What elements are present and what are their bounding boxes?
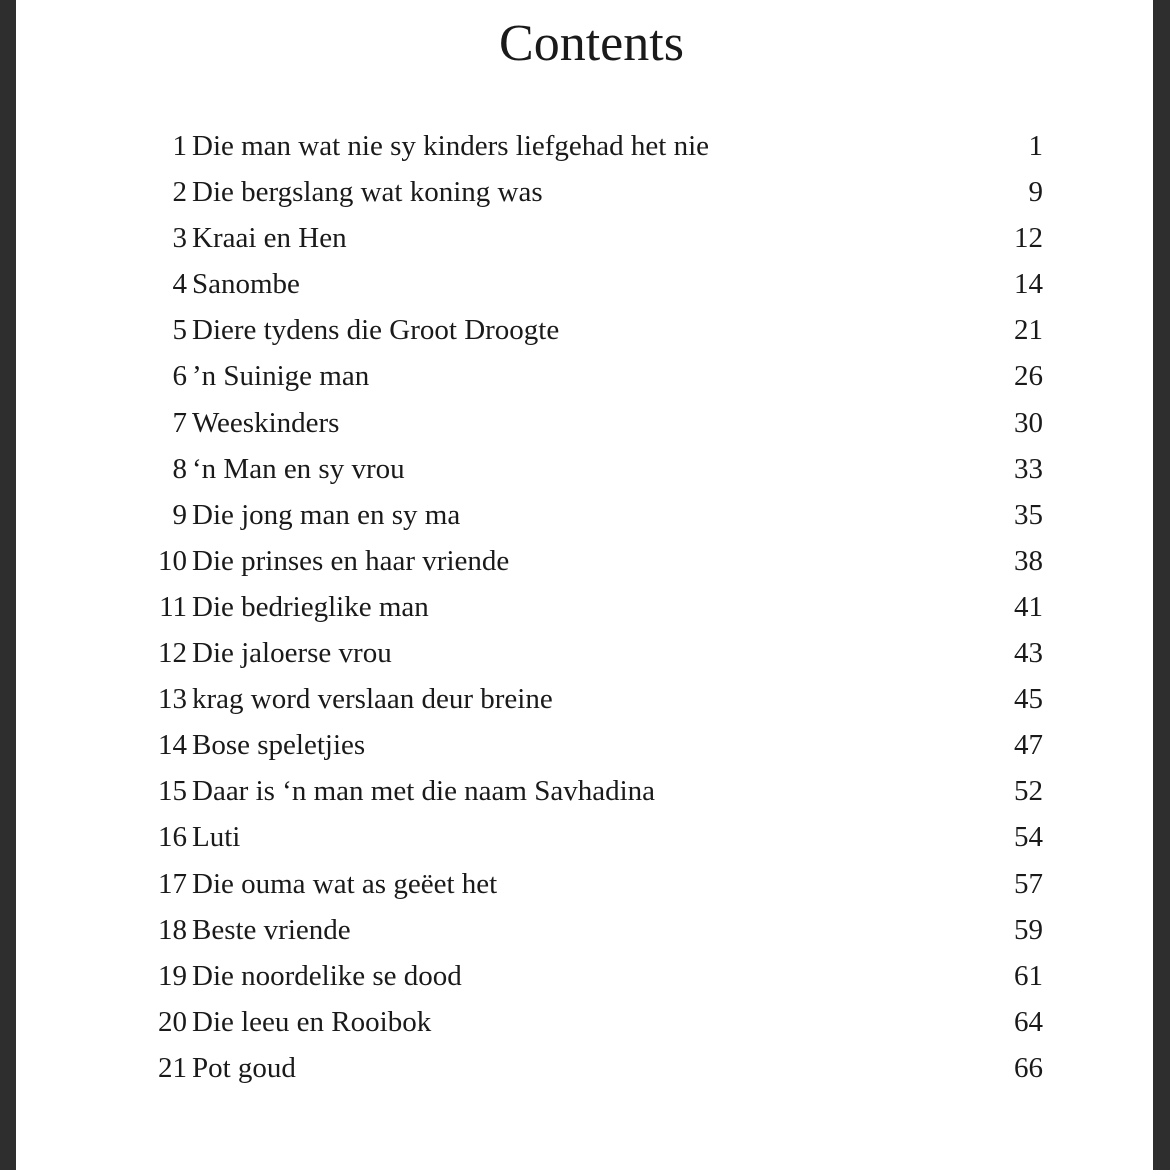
toc-entry-number: 19 <box>158 959 187 992</box>
toc-entry-page: 14 <box>1014 268 1043 301</box>
toc-entry[interactable] <box>16 538 1153 584</box>
toc-entry-title: ‘n Man en sy vrou <box>192 452 405 485</box>
toc-entry-page: 61 <box>1014 959 1043 992</box>
toc-entry[interactable] <box>16 999 1153 1045</box>
toc-entry-title: Die jaloerse vrou <box>192 637 392 670</box>
toc-entry[interactable] <box>16 261 1153 307</box>
toc-entry-title: Die noordelike se dood <box>192 959 462 992</box>
toc-entry[interactable] <box>16 630 1153 676</box>
toc-entry-page: 43 <box>1014 637 1043 670</box>
toc-entry[interactable] <box>16 492 1153 538</box>
toc-entry-number: 20 <box>158 1005 187 1038</box>
toc-entry-page: 52 <box>1014 775 1043 808</box>
toc-entry[interactable] <box>16 123 1153 169</box>
toc-entry-title: ’n Suinige man <box>192 360 370 393</box>
toc-entry[interactable] <box>16 676 1153 722</box>
toc-entry-title: Diere tydens die Groot Droogte <box>192 314 560 347</box>
toc-entry-page: 38 <box>1014 544 1043 577</box>
toc-entry[interactable] <box>16 400 1153 446</box>
toc-entry-number: 18 <box>158 913 187 946</box>
toc-entry[interactable] <box>16 353 1153 399</box>
toc-entry-number: 3 <box>172 222 187 255</box>
toc-entry[interactable] <box>16 861 1153 907</box>
table-of-contents <box>16 123 1153 1091</box>
toc-entry-page: 47 <box>1014 729 1043 762</box>
toc-entry-number: 11 <box>159 590 187 623</box>
toc-entry-page: 21 <box>1014 314 1043 347</box>
toc-entry-title: krag word verslaan deur breine <box>192 683 553 716</box>
toc-entry-page: 35 <box>1014 498 1043 531</box>
toc-entry-title: Pot goud <box>192 1051 296 1084</box>
toc-entry[interactable] <box>16 584 1153 630</box>
toc-entry[interactable] <box>16 1045 1153 1091</box>
toc-entry-number: 5 <box>172 314 187 347</box>
toc-entry-page: 1 <box>1028 130 1043 162</box>
document-page <box>16 0 1153 1170</box>
toc-entry[interactable] <box>16 722 1153 768</box>
toc-entry-title: Die prinses en haar vriende <box>192 544 510 577</box>
toc-entry-number: 21 <box>158 1051 187 1084</box>
toc-entry-page: 12 <box>1014 222 1043 255</box>
toc-entry-title: Kraai en Hen <box>192 222 347 255</box>
toc-entry-title: Sanombe <box>192 268 300 301</box>
toc-entry[interactable] <box>16 215 1153 261</box>
toc-entry[interactable] <box>16 953 1153 999</box>
toc-entry-number: 17 <box>158 867 187 900</box>
toc-entry-page: 64 <box>1014 1005 1043 1038</box>
toc-entry-number: 13 <box>158 683 187 716</box>
toc-entry-number: 4 <box>172 268 187 301</box>
toc-entry[interactable] <box>16 446 1153 492</box>
toc-entry-title: Die ouma wat as geëet het <box>192 867 498 900</box>
toc-entry-number: 16 <box>158 821 187 854</box>
toc-entry-page: 54 <box>1014 821 1043 854</box>
toc-entry[interactable] <box>16 169 1153 215</box>
toc-entry-page: 57 <box>1014 867 1043 900</box>
toc-entry-title: Die jong man en sy ma <box>192 498 461 531</box>
toc-entry-title: Die bedrieglike man <box>192 590 429 623</box>
toc-entry-title: Die man wat nie sy kinders liefgehad het nie <box>192 130 710 162</box>
toc-entry-page: 41 <box>1014 590 1043 623</box>
page-title: Contents <box>499 15 684 72</box>
toc-entry-number: 1 <box>172 130 187 162</box>
toc-entry-title: Die bergslang wat koning was <box>192 176 543 209</box>
toc-entry[interactable] <box>16 307 1153 353</box>
toc-entry-title: Weeskinders <box>192 406 340 439</box>
toc-entry-page: 9 <box>1028 176 1043 209</box>
toc-entry-title: Beste vriende <box>192 913 351 946</box>
toc-entry-number: 14 <box>158 729 187 762</box>
toc-entry-page: 33 <box>1014 452 1043 485</box>
toc-entry-page: 26 <box>1014 360 1043 393</box>
toc-entry-number: 10 <box>158 544 187 577</box>
toc-entry-number: 6 <box>172 360 187 393</box>
toc-entry-number: 12 <box>158 637 187 670</box>
toc-entry-title: Daar is ‘n man met die naam Savhadina <box>192 775 656 808</box>
toc-entry-number: 8 <box>172 452 187 485</box>
toc-entry-number: 2 <box>172 176 187 209</box>
toc-entry-number: 7 <box>172 406 187 439</box>
toc-entry[interactable] <box>16 814 1153 860</box>
toc-entry[interactable] <box>16 768 1153 814</box>
toc-entry-page: 30 <box>1014 406 1043 439</box>
toc-entry-title: Luti <box>192 821 241 854</box>
toc-entry-page: 59 <box>1014 913 1043 946</box>
toc-entry-page: 45 <box>1014 683 1043 716</box>
toc-entry-title: Die leeu en Rooibok <box>192 1005 432 1038</box>
toc-entry[interactable] <box>16 907 1153 953</box>
toc-entry-number: 9 <box>172 498 187 531</box>
toc-entry-page: 66 <box>1014 1051 1043 1084</box>
toc-entry-number: 15 <box>158 775 187 808</box>
toc-entry-title: Bose speletjies <box>192 729 366 762</box>
